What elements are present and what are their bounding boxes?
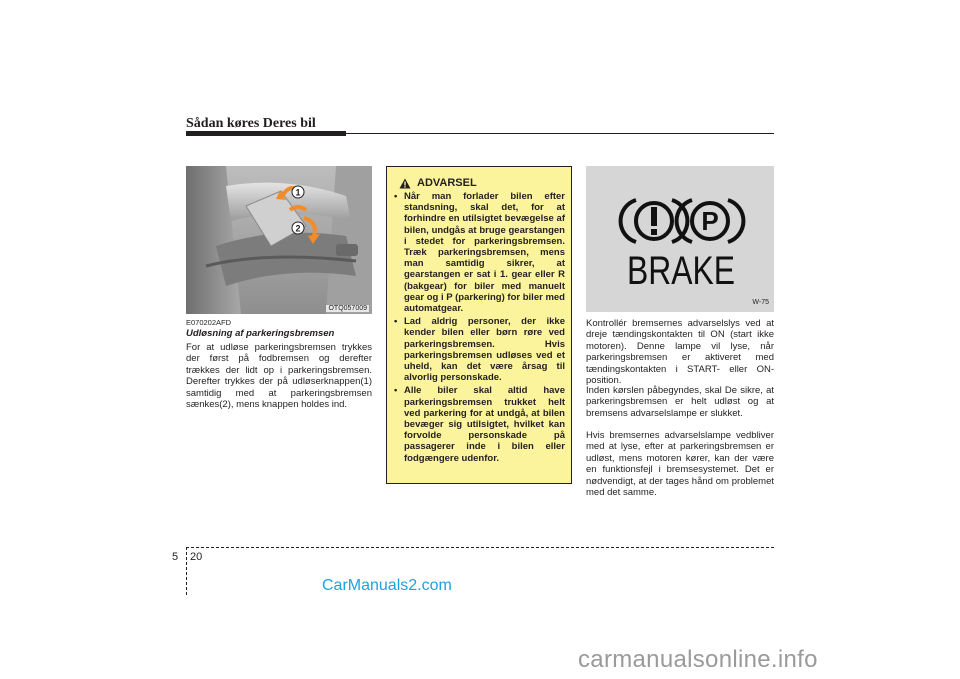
- callout-2: 2: [295, 223, 301, 234]
- p-letter: P: [701, 206, 719, 236]
- reference-code: E070202AFD: [186, 318, 232, 327]
- paragraph-check-light: Kontrollér bremsernes advarselslys ved at dreje tændingskontakten til ON (start ikke motoren). Denne lampe vil lyse, når parkeringsbremsen er aktiveret med tændingskontakten i START- eller ON-position.: [586, 318, 774, 387]
- footer-rule: [186, 547, 774, 548]
- warning-list: [393, 191, 565, 466]
- warning-box: [386, 166, 572, 484]
- brake-code: W-75: [752, 299, 769, 306]
- warning-item: • Lad aldrig personer, der ikke kender bilen eller børn røre ved parkeringsbremsen. Hvis parkeringsbremsen udløses ved et uheld, kan det være årsag til alvorlig personskade.: [393, 316, 565, 383]
- footer-vertical-rule: [186, 547, 187, 595]
- title-bar: [186, 131, 346, 136]
- section-title: Sådan køres Deres bil: [186, 116, 316, 131]
- paragraph-malfunction: Hvis bremsernes advarselslampe vedbliver med at lyse, efter at parkeringsbremsen er udløst, mens motoren kører, kan der være en funktionsfejl i bremsesystemet. Det er nødvendigt, at der tages hånd om problemet med det samme.: [586, 430, 774, 499]
- warning-item: • Når man forlader bilen efter standsning, skal det, for at forhindre en utilsigtet bevægelse af bilen, undgås at bruge gearstangen i stedet for parkeringsbremsen. Træk parkeringsbremsen, mens man samtidig sikrer, at gearstangen er sat i 1. gear eller R (bakgear) for biler med manuelt gear og i P (parkering) for biler med automatgear.: [393, 191, 565, 314]
- subheading: Udløsning af parkeringsbremsen: [186, 328, 335, 339]
- page-number: 20: [190, 551, 203, 563]
- warning-title-text: ADVARSEL: [417, 177, 477, 189]
- warning-triangle-icon: [399, 178, 411, 189]
- warning-item: • Alle biler skal altid have parkeringsbremsen trukket helt ved parkering for at undgå, at bilen bevæger sig utilsigtet, hvilket kan forvolde personskade på passagerer inde i bilen eller fodgængere udenfor.: [393, 385, 565, 463]
- release-instructions: For at udløse parkeringsbremsen trykkes der først på fodbremsen og derefter trækkes der lidt op i parkeringsbremsen. Derefter trykkes der på udløserknappen(1) samtidig med at parkeringsbremsen sænkes(2), mens knappen holdes ind.: [186, 342, 372, 411]
- brake-word: BRAKE: [627, 249, 735, 293]
- paragraph-before-driving: Inden kørslen påbegyndes, skal De sikre, at parkeringsbremsen er helt udløst og at bremsens advarselslampe er slukket.: [586, 385, 774, 419]
- watermark-online: carmanualsonline.info: [578, 646, 818, 673]
- callout-1: 1: [295, 187, 301, 198]
- watermark-carmanuals: CarManuals2.com: [322, 577, 452, 594]
- chapter-number: 5: [172, 551, 179, 563]
- brake-warning-light-illustration: [586, 166, 774, 312]
- warning-title: [399, 177, 477, 189]
- photo-code: OTQ057009: [328, 305, 367, 312]
- parking-brake-photo: [186, 166, 372, 314]
